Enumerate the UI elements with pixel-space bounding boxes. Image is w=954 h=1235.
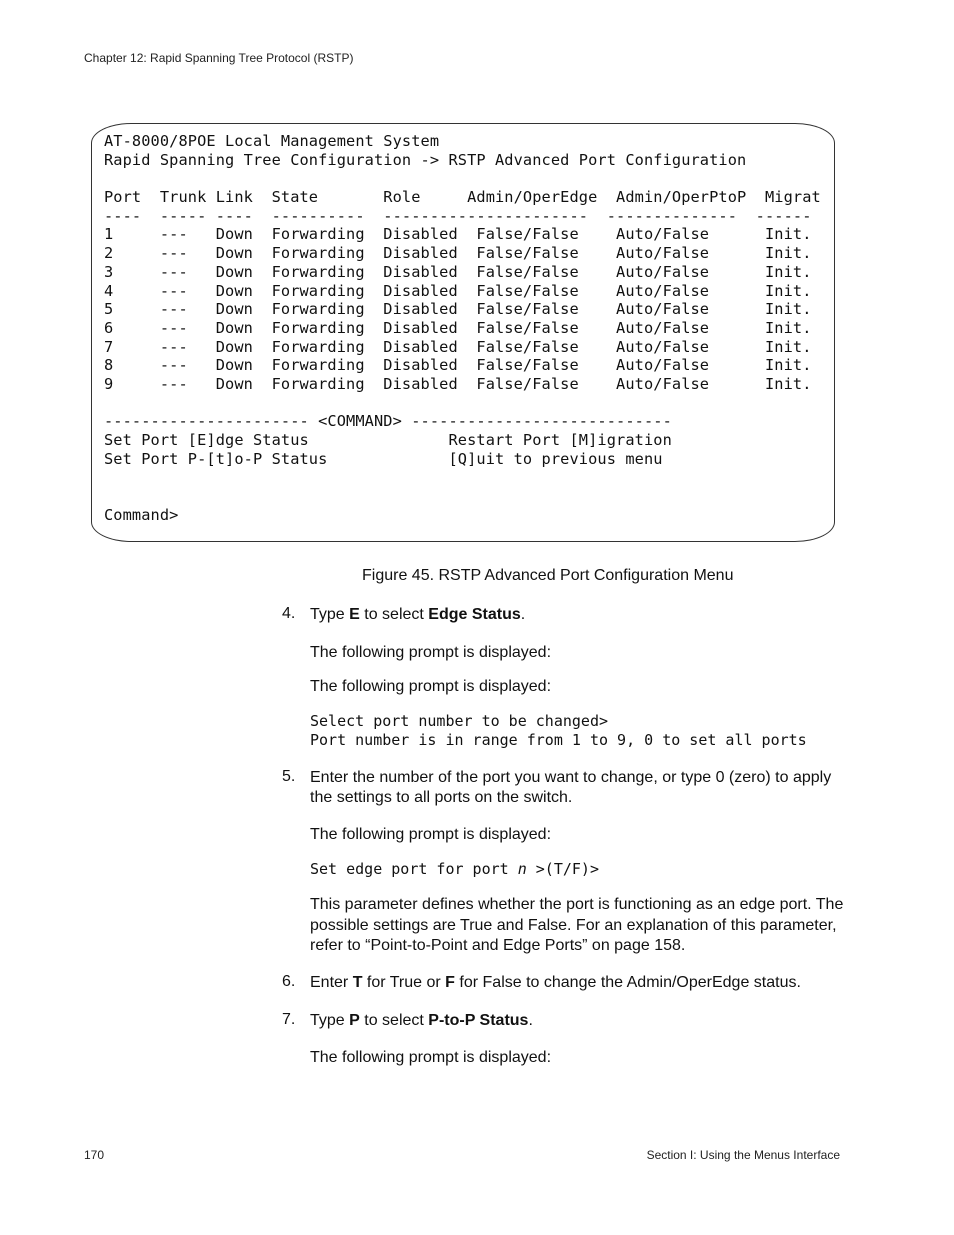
terminal-line: Rapid Spanning Tree Configuration -> RSTP Advanced Port Configuration	[104, 151, 747, 169]
terminal-line: 7 --- Down Forwarding Disabled False/False Auto/False Init.	[104, 338, 812, 356]
paragraph: The following prompt is displayed:	[310, 826, 552, 843]
code-line: Set edge port for port n >(T/F)>	[310, 860, 599, 878]
terminal-line: Set Port [E]dge Status Restart Port [M]igration	[104, 431, 672, 449]
code-line: Select port number to be changed>	[310, 712, 609, 730]
paragraph: The following prompt is displayed:	[310, 644, 552, 661]
step-text: Type P to select P-to-P Status.	[310, 1012, 533, 1029]
page-number: 170	[84, 1148, 105, 1162]
step-text: Enter the number of the port you want to change, or type 0 (zero) to apply the settings to all ports on the switch.	[310, 769, 832, 806]
step-number: 6.	[282, 973, 296, 990]
terminal-line: 5 --- Down Forwarding Disabled False/False Auto/False Init.	[104, 300, 812, 318]
step-number: 4.	[282, 605, 296, 622]
section-footer: Section I: Using the Menus Interface	[646, 1148, 840, 1162]
code-line: Port number is in range from 1 to 9, 0 to set all ports	[310, 731, 807, 749]
paragraph: The following prompt is displayed:	[310, 1049, 552, 1066]
step-text: Type E to select Edge Status.	[310, 606, 526, 623]
terminal-line: 2 --- Down Forwarding Disabled False/False Auto/False Init.	[104, 244, 812, 262]
terminal-line: Set Port P-[t]o-P Status [Q]uit to previous menu	[104, 450, 663, 468]
step-text: Enter T for True or F for False to change the Admin/OperEdge status.	[310, 974, 801, 991]
terminal-line: 9 --- Down Forwarding Disabled False/False Auto/False Init.	[104, 375, 812, 393]
terminal-line: 6 --- Down Forwarding Disabled False/False Auto/False Init.	[104, 319, 812, 337]
terminal-line: 3 --- Down Forwarding Disabled False/False Auto/False Init.	[104, 263, 812, 281]
paragraph: The following prompt is displayed:	[310, 678, 552, 695]
terminal-line: ---- ----- ---- ---------- ---------------------- -------------- ------	[104, 207, 812, 225]
paragraph: This parameter defines whether the port is functioning as an edge port. The possible settings are True and False. For an explanation of this parameter, refer to “Point-to-Point and Edge Ports” on page 158.	[310, 896, 844, 954]
step-number: 7.	[282, 1011, 296, 1028]
terminal-line: 4 --- Down Forwarding Disabled False/False Auto/False Init.	[104, 282, 812, 300]
terminal-line: 8 --- Down Forwarding Disabled False/False Auto/False Init.	[104, 356, 812, 374]
terminal-line: 1 --- Down Forwarding Disabled False/False Auto/False Init.	[104, 225, 812, 243]
terminal-line: Port Trunk Link State Role Admin/OperEdge Admin/OperPtoP Migrat	[104, 188, 821, 206]
terminal-line: AT-8000/8POE Local Management System	[104, 132, 440, 150]
step-number: 5.	[282, 768, 296, 785]
terminal-line: ---------------------- <COMMAND> ----------------------------	[104, 412, 672, 430]
terminal-line: Command>	[104, 506, 179, 524]
running-head: Chapter 12: Rapid Spanning Tree Protocol (RSTP)	[84, 51, 354, 65]
figure-caption: Figure 45. RSTP Advanced Port Configuration Menu	[362, 567, 734, 584]
